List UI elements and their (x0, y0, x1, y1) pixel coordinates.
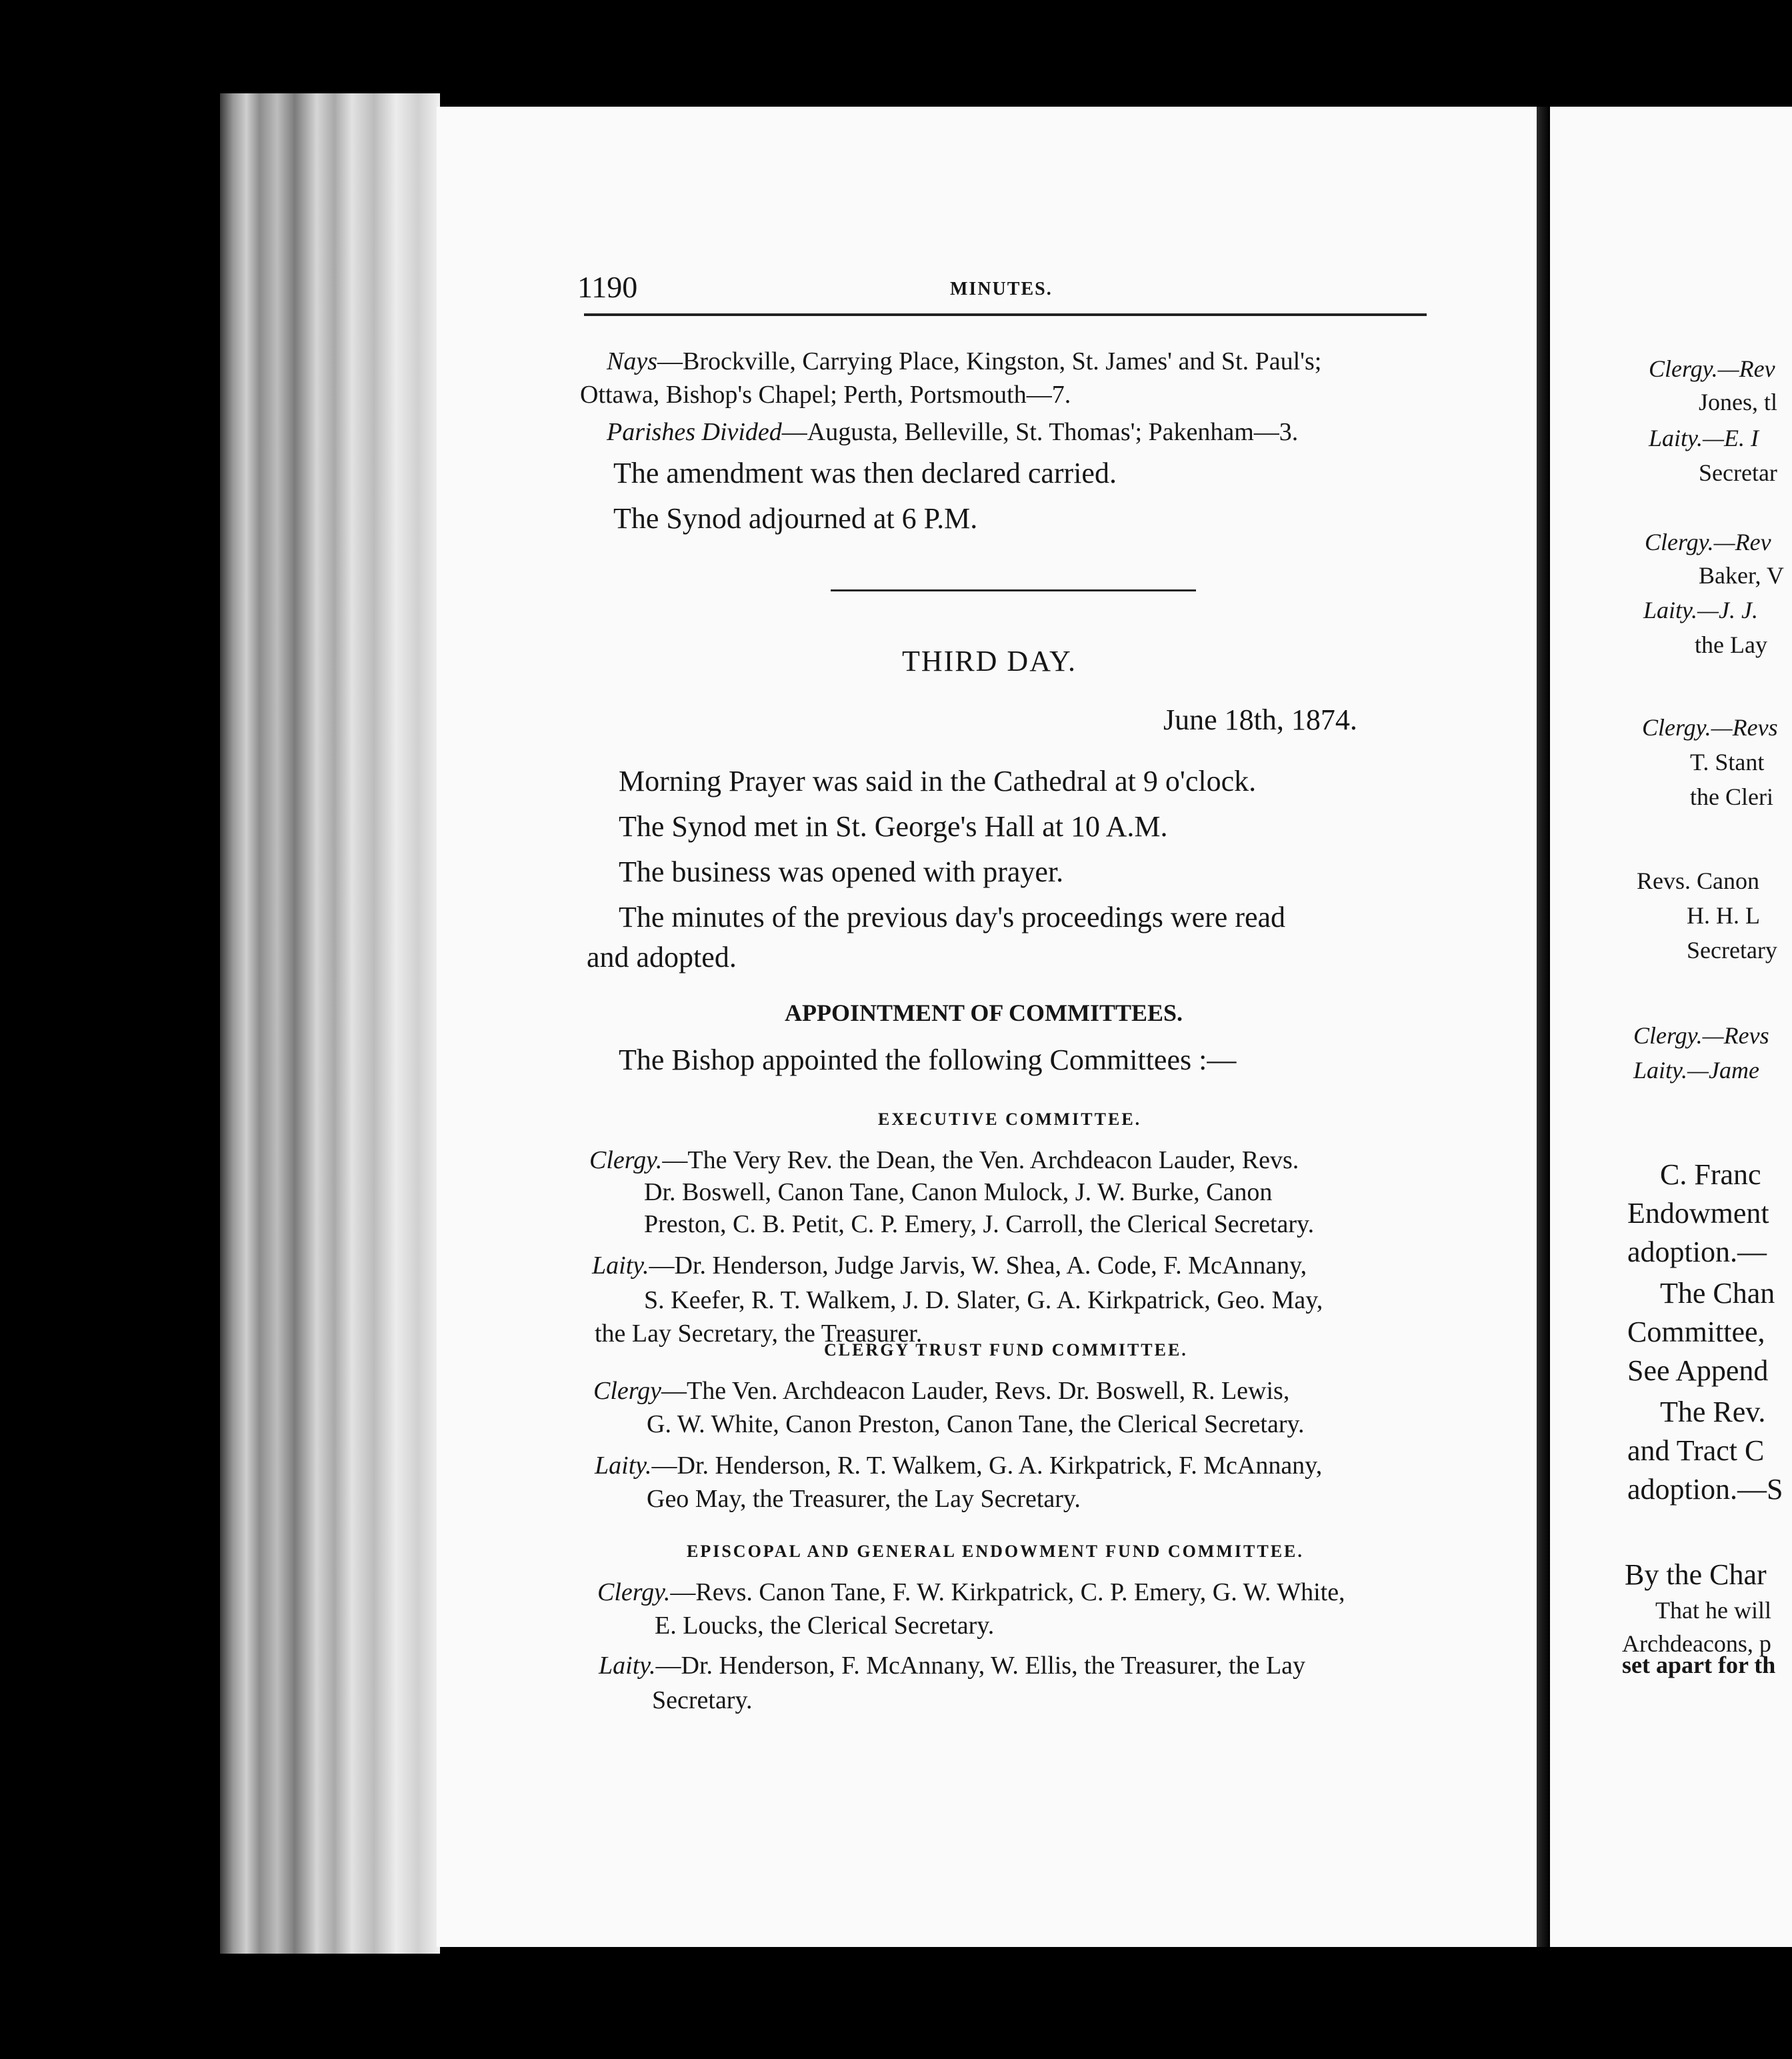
section-divider (831, 589, 1196, 591)
right-fragment: H. H. L (1687, 902, 1760, 929)
right-fragment: Clergy.—Rev (1645, 529, 1771, 555)
committee-clergy-line (593, 1376, 1289, 1406)
right-fragment: Archdeacons, p (1622, 1630, 1771, 1657)
right-fragment: The Rev. (1660, 1396, 1766, 1428)
divided-text: —Augusta, Belleville, St. Thomas'; Pakenham—3. (781, 418, 1299, 446)
laity-label: Laity. (595, 1452, 652, 1480)
paragraph-minutes-line-1: The minutes of the previous day's proceedings were read (619, 901, 1286, 933)
committee-title: EPISCOPAL AND GENERAL ENDOWMENT FUND COMMITTEE. (687, 1542, 1304, 1561)
laity-text: —Dr. Henderson, R. T. Walkem, G. A. Kirkpatrick, F. McAnnany, (651, 1452, 1323, 1480)
nays-label: Nays (607, 347, 657, 375)
clergy-label: Clergy (593, 1377, 662, 1405)
right-fragment: Clergy.—Revs (1633, 1022, 1769, 1049)
right-fragment: the Lay (1695, 631, 1767, 658)
right-fragment: set apart for th (1622, 1652, 1776, 1678)
laity-label: Laity. (592, 1252, 649, 1280)
right-fragment: and Tract C (1627, 1434, 1765, 1467)
right-fragment: The Chan (1660, 1277, 1775, 1310)
paragraph-minutes-line-2: and adopted. (587, 941, 737, 973)
divided-label: Parishes Divided (607, 418, 782, 446)
paragraph-business: The business was opened with prayer. (619, 855, 1064, 888)
laity-text: —Dr. Henderson, F. McAnnany, W. Ellis, the Treasurer, the Lay (655, 1652, 1306, 1680)
book-spine-page-edges (220, 93, 440, 1954)
committee-laity-line (599, 1651, 1305, 1680)
day-heading: THIRD DAY. (902, 645, 1077, 677)
committee-clergy-line: Dr. Boswell, Canon Tane, Canon Mulock, J. W. Burke, Canon (644, 1178, 1273, 1206)
right-fragment: Baker, V (1699, 562, 1784, 589)
committee-laity-line (592, 1251, 1307, 1280)
clergy-text: —The Ven. Archdeacon Lauder, Revs. Dr. Boswell, R. Lewis, (661, 1377, 1290, 1405)
committee-clergy-line: G. W. White, Canon Preston, Canon Tane, the Clerical Secretary. (647, 1410, 1305, 1438)
committee-laity-line: S. Keefer, R. T. Walkem, J. D. Slater, G. A. Kirkpatrick, Geo. May, (644, 1286, 1323, 1314)
parishes-divided-line (607, 417, 1298, 447)
right-fragment: C. Franc (1660, 1158, 1761, 1191)
session-date: June 18th, 1874. (1163, 703, 1357, 736)
right-fragment: adoption.—S (1627, 1473, 1783, 1506)
header-rule (584, 313, 1427, 316)
book-gutter (1537, 107, 1550, 1947)
laity-label: Laity. (599, 1652, 656, 1680)
amendment-text: The amendment was then declared carried. (613, 457, 1117, 489)
right-fragment: By the Char (1625, 1558, 1767, 1591)
committee-laity-line (595, 1451, 1322, 1480)
right-fragment: Laity.—E. I (1649, 425, 1759, 451)
right-fragment: T. Stant (1690, 749, 1765, 775)
committee-laity-line: Geo May, the Treasurer, the Lay Secretary. (647, 1485, 1081, 1513)
paragraph-prayer: Morning Prayer was said in the Cathedral at 9 o'clock. (619, 765, 1257, 797)
right-fragment: Committee, (1627, 1316, 1765, 1348)
right-page-partial (1550, 107, 1792, 1947)
clergy-text: —The Very Rev. the Dean, the Ven. Archdeacon Lauder, Revs. (662, 1146, 1299, 1174)
laity-text: —Dr. Henderson, Judge Jarvis, W. Shea, A. Code, F. McAnnany, (649, 1252, 1307, 1280)
committee-laity-line: the Lay Secretary, the Treasurer. (595, 1320, 923, 1348)
committee-clergy-line: E. Loucks, the Clerical Secretary. (655, 1612, 995, 1640)
right-fragment: Clergy.—Revs (1642, 714, 1778, 741)
nays-line-1 (607, 347, 1321, 376)
adjourned-text: The Synod adjourned at 6 P.M. (613, 502, 978, 535)
committee-title: CLERGY TRUST FUND COMMITTEE. (824, 1340, 1188, 1360)
committee-title: EXECUTIVE COMMITTEE. (878, 1110, 1142, 1129)
clergy-text: —Revs. Canon Tane, F. W. Kirkpatrick, C. P. Emery, G. W. White, (670, 1578, 1345, 1606)
right-fragment: adoption.— (1627, 1236, 1767, 1268)
clergy-label: Clergy. (589, 1146, 663, 1174)
page-number: 1190 (577, 270, 638, 304)
nays-line-2: Ottawa, Bishop's Chapel; Perth, Portsmouth—7. (580, 381, 1071, 409)
right-fragment: Clergy.—Rev (1649, 355, 1775, 382)
right-fragment: Secretary (1687, 937, 1777, 963)
right-fragment: Laity.—Jame (1633, 1057, 1759, 1084)
appointment-intro: The Bishop appointed the following Committees :— (619, 1044, 1237, 1076)
running-head: MINUTES. (950, 279, 1053, 299)
right-fragment: That he will (1655, 1597, 1771, 1624)
right-fragment: Secretar (1699, 459, 1777, 486)
committee-clergy-line: Preston, C. B. Petit, C. P. Emery, J. Carroll, the Clerical Secretary. (644, 1210, 1315, 1238)
appointment-heading: APPOINTMENT OF COMMITTEES. (785, 999, 1183, 1026)
paragraph-synod-met: The Synod met in St. George's Hall at 10 A.M. (619, 810, 1168, 843)
committee-clergy-line (589, 1146, 1299, 1175)
committee-clergy-line (597, 1578, 1345, 1607)
right-fragment: Jones, tl (1699, 389, 1778, 415)
right-fragment: Laity.—J. J. (1643, 597, 1758, 623)
right-fragment: See Append (1627, 1354, 1769, 1387)
committee-laity-line: Secretary. (652, 1686, 753, 1714)
clergy-label: Clergy. (597, 1578, 671, 1606)
right-fragment: Revs. Canon (1637, 867, 1759, 894)
right-fragment: Endowment (1627, 1197, 1769, 1230)
right-fragment: the Cleri (1690, 783, 1773, 810)
nays-text: —Brockville, Carrying Place, Kingston, St. James' and St. Paul's; (657, 347, 1322, 375)
